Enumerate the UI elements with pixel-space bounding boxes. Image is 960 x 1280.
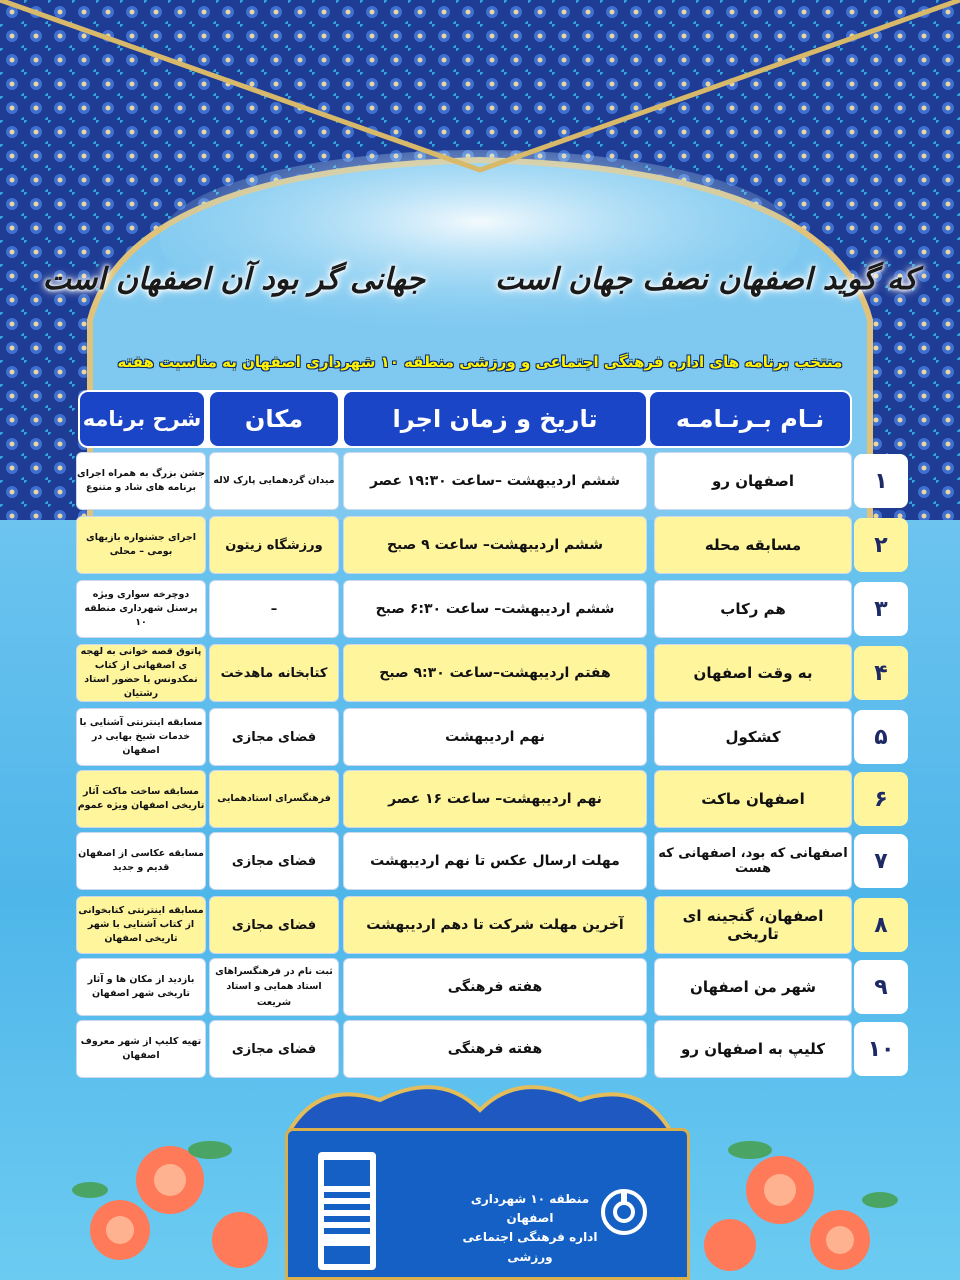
program-name: کشکول	[654, 708, 852, 766]
program-name: اصفهانی که بود، اصفهانی که هست	[654, 832, 852, 890]
row-number: ۸	[854, 898, 908, 952]
poem-line-2: جهانی گر بود آن اصفهان است	[42, 262, 426, 297]
program-name: کلیپ به اصفهان رو	[654, 1020, 852, 1078]
program-date: هفتم اردیبهشت–ساعت ۹:۳۰ صبح	[343, 644, 647, 702]
program-name: شهر من اصفهان	[654, 958, 852, 1016]
poem-line-1: که گوید اصفهان نصف جهان است	[495, 262, 918, 297]
program-description: اجرای جشنواره بازیهای بومی – محلی	[76, 516, 206, 574]
table-row	[0, 580, 960, 638]
program-description: دوچرخه سواری ویژه پرسنل شهرداری منطقه ۱۰	[76, 580, 206, 638]
poem-heading	[0, 262, 960, 312]
program-name: هم رکاب	[654, 580, 852, 638]
organization-line-2: اداره فرهنگی اجتماعی ورزشی	[462, 1230, 598, 1264]
row-number: ۲	[854, 518, 908, 572]
table-row	[0, 770, 960, 828]
program-description: مسابقه اینترنتی کتابخوانی از کتاب آشنایی با شهر تاریخی اصفهان	[76, 896, 206, 954]
header-date: تاریخ و زمان اجرا	[344, 392, 646, 446]
program-place: –	[209, 580, 339, 638]
table-row	[0, 452, 960, 510]
program-date: ششم اردیبهشت –ساعت ۱۹:۳۰ عصر	[343, 452, 647, 510]
program-description: پاتوق قصه خوانی به لهجه ی اصفهانی از کتاب نمکدونس با حضور استاد رشتیان	[76, 644, 206, 702]
row-number: ۹	[854, 960, 908, 1014]
header-place: مکان	[210, 392, 338, 446]
table-row	[0, 644, 960, 702]
program-description: بازدید از مکان ها و آثار تاریخی شهر اصفهان	[76, 958, 206, 1016]
table-row	[0, 516, 960, 574]
program-date: آخرین مهلت شرکت تا دهم اردیبهشت	[343, 896, 647, 954]
program-name: مسابقه محله	[654, 516, 852, 574]
row-number: ۱	[854, 454, 908, 508]
table-row	[0, 896, 960, 954]
program-place: فضای مجازی	[209, 896, 339, 954]
program-date: نهم اردیبهشت	[343, 708, 647, 766]
program-place: فضای مجازی	[209, 832, 339, 890]
program-place: فرهنگسرای استادهمایی	[209, 770, 339, 828]
program-date: هفته فرهنگی	[343, 958, 647, 1016]
header-description: شرح برنامه	[80, 392, 204, 446]
table-row	[0, 708, 960, 766]
row-number: ۳	[854, 582, 908, 636]
program-place: ورزشگاه زیتون	[209, 516, 339, 574]
program-description: تهیه کلیپ از شهر معروف اصفهان	[76, 1020, 206, 1078]
program-description: جشن بزرگ به همراه اجرای برنامه های شاد و متنوع	[76, 452, 206, 510]
program-place: ثبت نام در فرهنگسراهای استاد همایی و استاد شریعت	[209, 958, 339, 1016]
isfahan-week-logo	[316, 1150, 378, 1272]
program-place: فضای مجازی	[209, 708, 339, 766]
program-date: ششم اردیبهشت– ساعت ۶:۳۰ صبح	[343, 580, 647, 638]
program-date: مهلت ارسال عکس تا نهم اردیبهشت	[343, 832, 647, 890]
row-number: ۱۰	[854, 1022, 908, 1076]
program-description: مسابقه اینترنتی آشنایی با خدمات شیخ بهایی در اصفهان	[76, 708, 206, 766]
organization-name	[455, 1190, 605, 1267]
page-subtitle: منتخب برنامه های اداره فرهنگی اجتماعی و ورزشی منطقه ۱۰ شهرداری اصفهان به مناسبت هفته	[117, 353, 843, 371]
municipality-logo-icon	[600, 1188, 648, 1236]
organization-line-1: منطقه ۱۰ شهرداری اصفهان	[470, 1192, 590, 1226]
program-name: اصفهان، گنجینه ای تاریخی	[654, 896, 852, 954]
program-description: مسابقه ساخت ماکت آثار تاریخی اصفهان ویژه عموم	[76, 770, 206, 828]
table-row	[0, 958, 960, 1016]
row-number: ۶	[854, 772, 908, 826]
row-number: ۷	[854, 834, 908, 888]
program-place: کتابخانه ماهدخت	[209, 644, 339, 702]
program-place: میدان گردهمایی پارک لاله	[209, 452, 339, 510]
program-date: هفته فرهنگی	[343, 1020, 647, 1078]
table-row	[0, 832, 960, 890]
program-description: مسابقه عکاسی از اصفهان قدیم و جدید	[76, 832, 206, 890]
program-name: اصفهان ماکت	[654, 770, 852, 828]
program-date: نهم اردیبهشت– ساعت ۱۶ عصر	[343, 770, 647, 828]
program-date: ششم اردیبهشت– ساعت ۹ صبح	[343, 516, 647, 574]
header-name: نـام بـرنـامـه	[650, 392, 850, 446]
row-number: ۴	[854, 646, 908, 700]
program-name: اصفهان رو	[654, 452, 852, 510]
row-number: ۵	[854, 710, 908, 764]
program-name: به وقت اصفهان	[654, 644, 852, 702]
program-place: فضای مجازی	[209, 1020, 339, 1078]
